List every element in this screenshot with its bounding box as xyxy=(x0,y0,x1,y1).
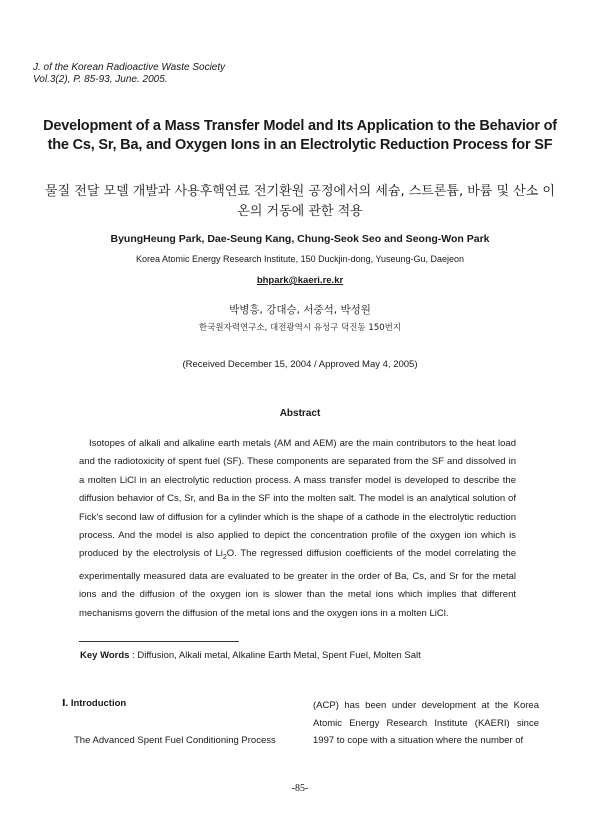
keywords-label: Key Words xyxy=(80,650,130,661)
journal-volume: Vol.3(2), P. 85-93, June. 2005. xyxy=(33,74,168,85)
korean-title: 물질 전달 모델 개발과 사용후핵연료 전기환원 공정에서의 세슘, 스트론튬, 바륨 및 산소 이온의 거동에 관한 적용 xyxy=(45,184,555,219)
keywords xyxy=(80,650,421,662)
abstract-text-part1: Isotopes of alkali and alkaline earth metals (AM and AEM) are the main contributors to the heat load and the radiotoxicity of spent fuel (SF). These components are separated from the SF and dissolved in a molten LiCl in an electrolytic reduction process. A mass transfer model is developed to describe the diffusion behavior of Cs, Sr, and Ba in the SF into the molten salt. The model is an analytical solution of Fick's second law of diffusion for a cylinder which is the shape of a cathode in the electrolytic reduction process. And the model is also applied to depict the concentration profile of the oxygen ion which is produced by the electrolysis of Li xyxy=(79,438,516,560)
received-dates: (Received December 15, 2004 / Approved May 4, 2005) xyxy=(182,359,418,370)
intro-right-column: (ACP) has been under development at the Korea Atomic Energy Research Institute (KAERI) since 1997 to cope with a situation where the number of xyxy=(313,700,539,747)
authors: ByungHeung Park, Dae-Seung Kang, Chung-Seok Seo and Seong-Won Park xyxy=(110,233,490,245)
abstract-body xyxy=(79,435,516,623)
keywords-text: : Diffusion, Alkali metal, Alkaline Earth Metal, Spent Fuel, Molten Salt xyxy=(129,650,421,661)
korean-affiliation: 한국원자력연구소, 대전광역시 유성구 덕진동 150번지 xyxy=(198,323,402,333)
journal-name: J. of the Korean Radioactive Waste Society xyxy=(33,62,226,73)
abstract-subscript: 2 xyxy=(222,554,227,562)
abstract-heading: Abstract xyxy=(279,408,321,419)
author-email-link[interactable]: bhpark@kaeri.re.kr xyxy=(256,275,344,286)
korean-authors: 박병흥, 강대승, 서중석, 박성원 xyxy=(229,304,371,316)
paper-title: Development of a Mass Transfer Model and Its Application to the Behavior of the Cs, Sr, Ba, and Oxygen Ions in an Electrolytic Reduction Process for SF xyxy=(43,118,557,153)
intro-left-column: The Advanced Spent Fuel Conditioning Process xyxy=(74,735,276,746)
journal-citation xyxy=(33,62,225,86)
affiliation: Korea Atomic Energy Research Institute, 150 Duckjin-dong, Yuseung-Gu, Daejeon xyxy=(135,254,465,264)
abstract-text-part2: O. The regressed diffusion coefficients of the model correlating the experimentally measured data are evaluated to be greater in the order of Ba, Cs, and Sr for the metal ions and the diffusion of the oxygen ion is slower than the metal ions which implies that different mechanisms govern the diffusion of the metal ions and the oxygen ions in a molten LiCl. xyxy=(79,548,517,619)
keywords-divider xyxy=(79,641,239,642)
page-number: -85- xyxy=(291,783,309,794)
section-heading: Ⅰ. Introduction xyxy=(62,698,127,709)
